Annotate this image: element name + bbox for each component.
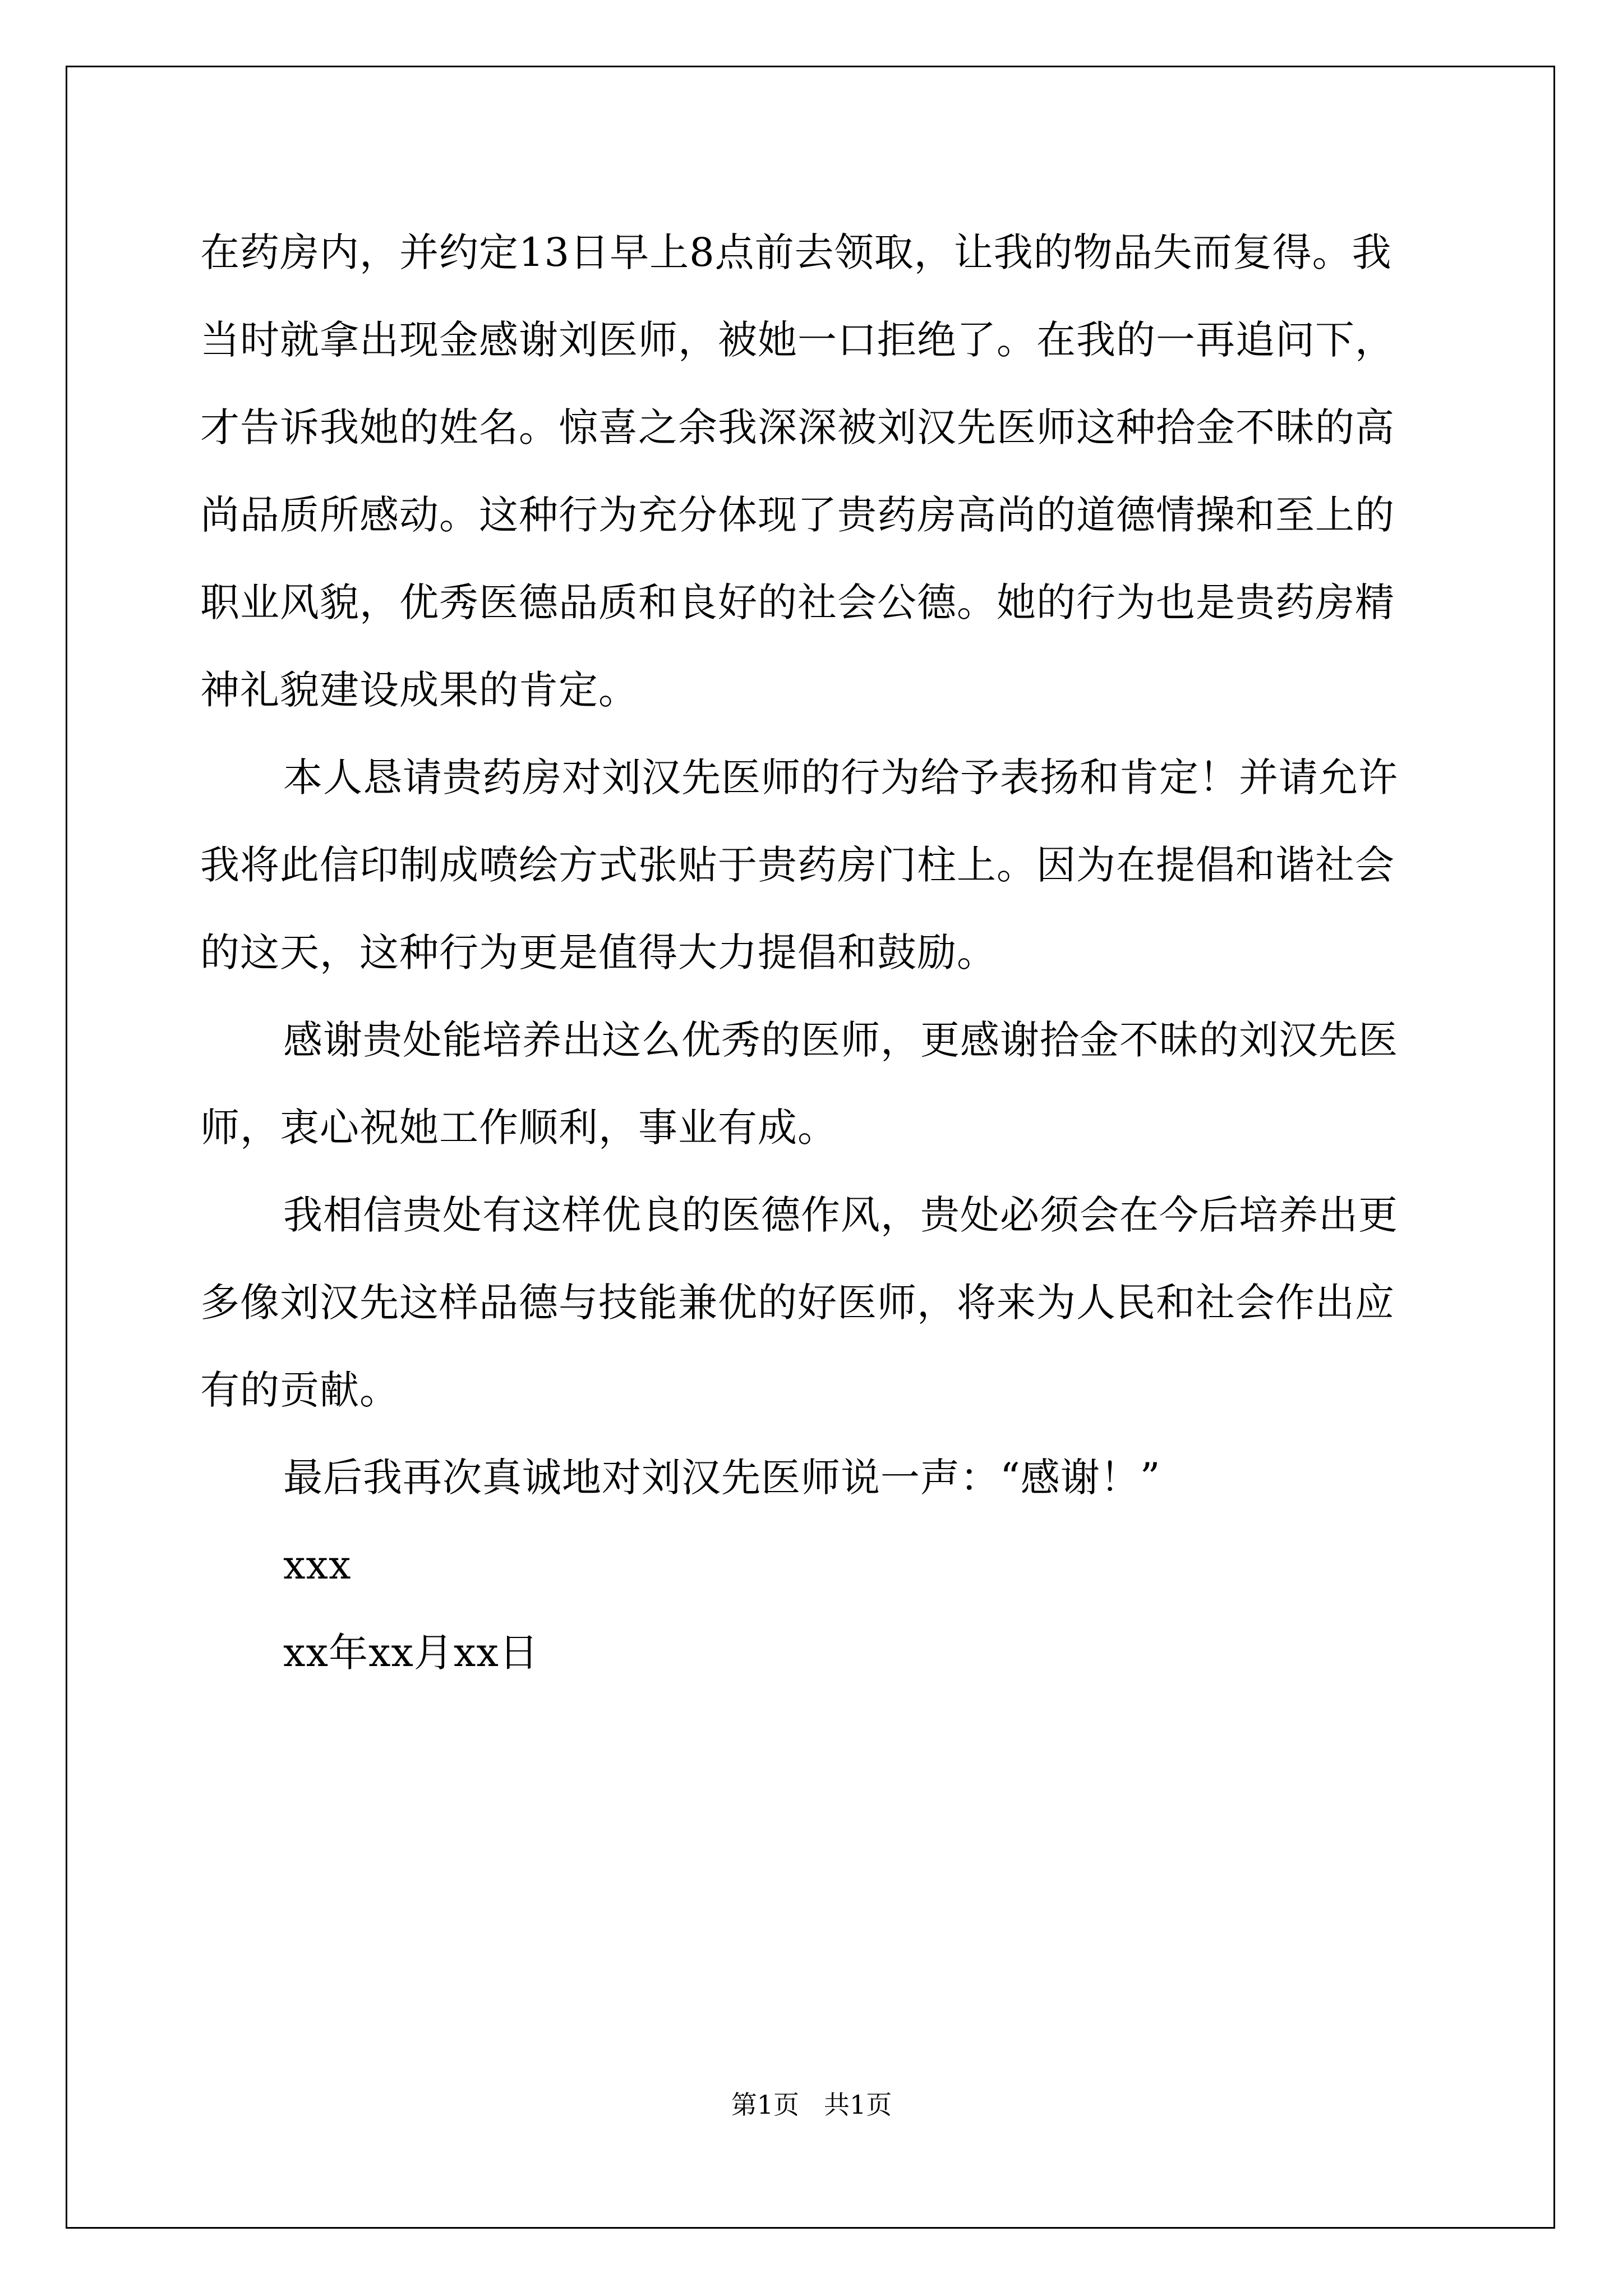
body-line: 职业风貌，优秀医德品质和良好的社会公德。她的行为也是贵药房精 (200, 579, 1395, 625)
body-line: 多像刘汉先这样品德与技能兼优的好医师，将来为人民和社会作出应 (200, 1280, 1395, 1326)
body-line: 感谢贵处能培养出这么优秀的医师，更感谢拾金不昧的刘汉先医 (283, 1017, 1398, 1063)
body-line: 在药房内，并约定13日早上8点前去领取，让我的物品失而复得。我 (200, 229, 1392, 275)
page-footer (0, 2088, 1623, 2122)
letter-body (200, 209, 1426, 1696)
body-line: 有的贡献。 (200, 1367, 399, 1413)
closing-line: 最后我再次真诚地对刘汉先医师说一声：“感谢！” (283, 1455, 1161, 1501)
body-line: 我相信贵处有这样优良的医德作风，贵处必须会在今后培养出更 (283, 1192, 1398, 1238)
body-line: 我将此信印制成喷绘方式张贴于贵药房门柱上。因为在提倡和谐社会 (200, 842, 1395, 888)
body-line: 神礼貌建设成果的肯定。 (200, 667, 638, 713)
body-line: 尚品质所感动。这种行为充分体现了贵药房高尚的道德情操和至上的 (200, 492, 1395, 538)
body-line: 当时就拿出现金感谢刘医师，被她一口拒绝了。在我的一再追问下， (200, 317, 1395, 363)
body-line: 才告诉我她的姓名。惊喜之余我深深被刘汉先医师这种拾金不昧的高 (200, 404, 1395, 450)
body-line: 本人恳请贵药房对刘汉先医师的行为给予表扬和肯定！并请允许 (283, 754, 1398, 800)
body-line: 师，衷心祝她工作顺利，事业有成。 (200, 1105, 837, 1151)
signature: xxx (283, 1542, 352, 1588)
body-line: 的这天，这种行为更是值得大力提倡和鼓励。 (200, 930, 997, 976)
page-total: 共1页 (824, 2090, 892, 2120)
page-number: 第1页 (731, 2090, 799, 2120)
date: xx年xx月xx日 (283, 1630, 539, 1676)
